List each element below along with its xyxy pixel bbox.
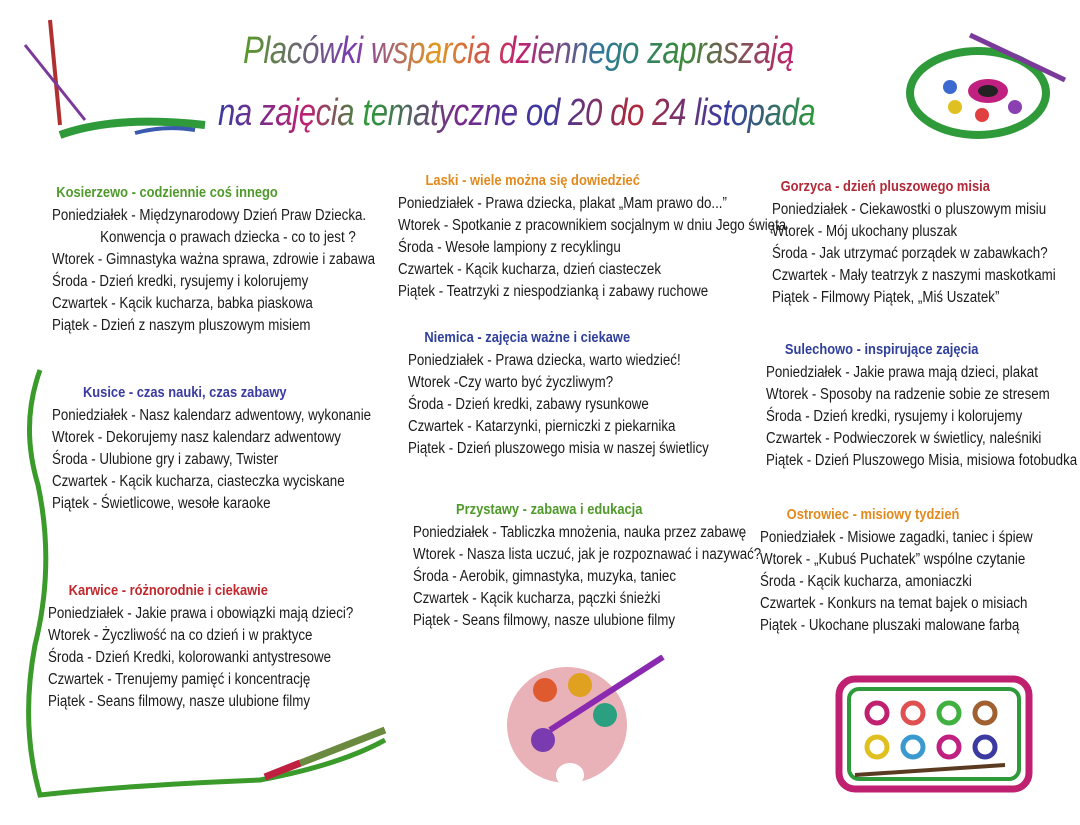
- schedule-line: Poniedziałek - Międzynarodowy Dzień Praw Dziecka.: [52, 207, 367, 224]
- title-line-2: na zajęcia tematyczne od 20 do 24 listopada: [218, 92, 816, 134]
- schedule-line: Poniedziałek - Jakie prawa i obowiązki mają dzieci?: [48, 605, 354, 622]
- schedule-line: Środa - Dzień kredki, zabawy rysunkowe: [408, 396, 649, 413]
- schedule-line: Środa - Dzień kredki, rysujemy i kolorujemy: [766, 408, 1023, 425]
- schedule-line: Piątek - Świetlicowe, wesołe karaoke: [52, 495, 271, 512]
- schedule-line: Piątek - Seans filmowy, nasze ulubione filmy: [48, 693, 311, 710]
- schedule-line: Piątek - Filmowy Piątek, „Miś Uszatek”: [772, 289, 1000, 306]
- schedule-line: Poniedziałek - Prawa dziecka, warto wiedzieć!: [408, 352, 681, 369]
- schedule-line: Środa - Jak utrzymać porządek w zabawkach?: [772, 245, 1048, 262]
- schedule-line: Piątek - Dzień pluszowego misia w naszej świetlicy: [408, 440, 709, 457]
- schedule-line: Czwartek - Katarzynki, pierniczki z piekarnika: [408, 418, 676, 435]
- schedule-line: Środa - Ulubione gry i zabawy, Twister: [52, 451, 279, 468]
- section-gorzyca: [772, 177, 1056, 309]
- schedule-line: Poniedziałek - Jakie prawa mają dzieci, plakat: [766, 364, 1038, 381]
- schedule-line: Wtorek - „Kubuś Puchatek” wspólne czytanie: [760, 551, 1026, 568]
- section-ostrowiec: [760, 505, 1033, 637]
- section-heading: Kusice - czas nauki, czas zabawy: [82, 384, 287, 401]
- schedule-line: Czwartek - Mały teatrzyk z naszymi maskotkami: [772, 267, 1056, 284]
- schedule-line: Czwartek - Kącik kucharza, pączki śnieżki: [413, 590, 661, 607]
- schedule-line: Czwartek - Kącik kucharza, ciasteczka wyciskane: [52, 473, 345, 490]
- schedule-line: Wtorek - Sposoby na radzenie sobie ze stresem: [766, 386, 1050, 403]
- section-sulechowo: [766, 340, 1077, 472]
- schedule-line: Poniedziałek - Prawa dziecka, plakat „Mam prawo do...”: [398, 195, 727, 212]
- schedule-line: Wtorek - Gimnastyka ważna sprawa, zdrowie i zabawa: [52, 251, 376, 268]
- section-laski: [398, 171, 786, 303]
- schedule-line: Wtorek -Czy warto być życzliwym?: [408, 374, 614, 391]
- schedule-line: Wtorek - Nasza lista uczuć, jak je rozpoznawać i nazywać?: [413, 546, 762, 563]
- schedule-line: Środa - Dzień kredki, rysujemy i kolorujemy: [52, 273, 309, 290]
- schedule-line: Poniedziałek - Misiowe zagadki, taniec i śpiew: [760, 529, 1033, 546]
- section-heading: Przystawy - zabawa i edukacja: [456, 501, 643, 518]
- section-kosierzewo: [52, 183, 375, 337]
- schedule-line: Wtorek - Spotkanie z pracownikiem socjalnym w dniu Jego święta: [398, 217, 787, 234]
- schedule-line: Poniedziałek - Ciekawostki o pluszowym misiu: [772, 201, 1047, 218]
- schedule-line: Czwartek - Podwieczorek w świetlicy, naleśniki: [766, 430, 1042, 447]
- schedule-line: Środa - Wesołe lampiony z recyklingu: [398, 239, 621, 256]
- schedule-line: Piątek - Dzień Pluszowego Misia, misiowa fotobudka: [766, 452, 1078, 469]
- section-heading: Ostrowiec - misiowy tydzień: [786, 506, 960, 523]
- section-niemica: [408, 328, 709, 460]
- schedule-line: Czwartek - Konkurs na temat bajek o misiach: [760, 595, 1028, 612]
- section-heading: Sulechowo - inspirujące zajęcia: [784, 341, 979, 358]
- palette-icon: [900, 25, 1070, 145]
- paintbrushes-icon: [15, 15, 215, 145]
- schedule-line: Wtorek - Życzliwość na co dzień i w praktyce: [48, 627, 313, 644]
- section-heading: Niemica - zajęcia ważne i ciekawe: [424, 329, 631, 346]
- schedule-line: Piątek - Seans filmowy, nasze ulubione filmy: [413, 612, 676, 629]
- schedule-line: Wtorek - Mój ukochany pluszak: [772, 223, 958, 240]
- schedule-line: Środa - Aerobik, gimnastyka, muzyka, taniec: [413, 568, 677, 585]
- section-heading: Kosierzewo - codziennie coś innego: [56, 184, 278, 201]
- watercolor-box-icon: [835, 675, 1035, 795]
- schedule-line: Czwartek - Kącik kucharza, babka piaskowa: [52, 295, 313, 312]
- section-heading: Karwice - różnorodnie i ciekawie: [68, 582, 268, 599]
- section-przystawy: [413, 500, 761, 632]
- schedule-line: Poniedziałek - Nasz kalendarz adwentowy, wykonanie: [52, 407, 372, 424]
- schedule-line: Piątek - Dzień z naszym pluszowym misiem: [52, 317, 311, 334]
- schedule-line: Środa - Kącik kucharza, amoniaczki: [760, 573, 972, 590]
- schedule-line: Piątek - Ukochane pluszaki malowane farbą: [760, 617, 1020, 634]
- section-kusice: [52, 383, 371, 515]
- schedule-line: Środa - Dzień Kredki, kolorowanki antystresowe: [48, 649, 332, 666]
- schedule-line: Konwencja o prawach dziecka - co to jest ?: [100, 229, 356, 246]
- section-karwice: [48, 581, 353, 713]
- schedule-line: Poniedziałek - Tabliczka mnożenia, nauka przez zabawę: [413, 524, 747, 541]
- schedule-line: Czwartek - Trenujemy pamięć i koncentrację: [48, 671, 311, 688]
- schedule-line: Wtorek - Dekorujemy nasz kalendarz adwentowy: [52, 429, 341, 446]
- section-heading: Laski - wiele można się dowiedzieć: [425, 172, 640, 189]
- title-line-1: Placówki wsparcia dziennego zapraszają: [243, 30, 794, 72]
- schedule-line: Piątek - Teatrzyki z niespodzianką i zabawy ruchowe: [398, 283, 709, 300]
- paint-palette-icon: [505, 655, 675, 805]
- schedule-line: Czwartek - Kącik kucharza, dzień ciasteczek: [398, 261, 661, 278]
- section-heading: Gorzyca - dzień pluszowego misia: [780, 178, 990, 195]
